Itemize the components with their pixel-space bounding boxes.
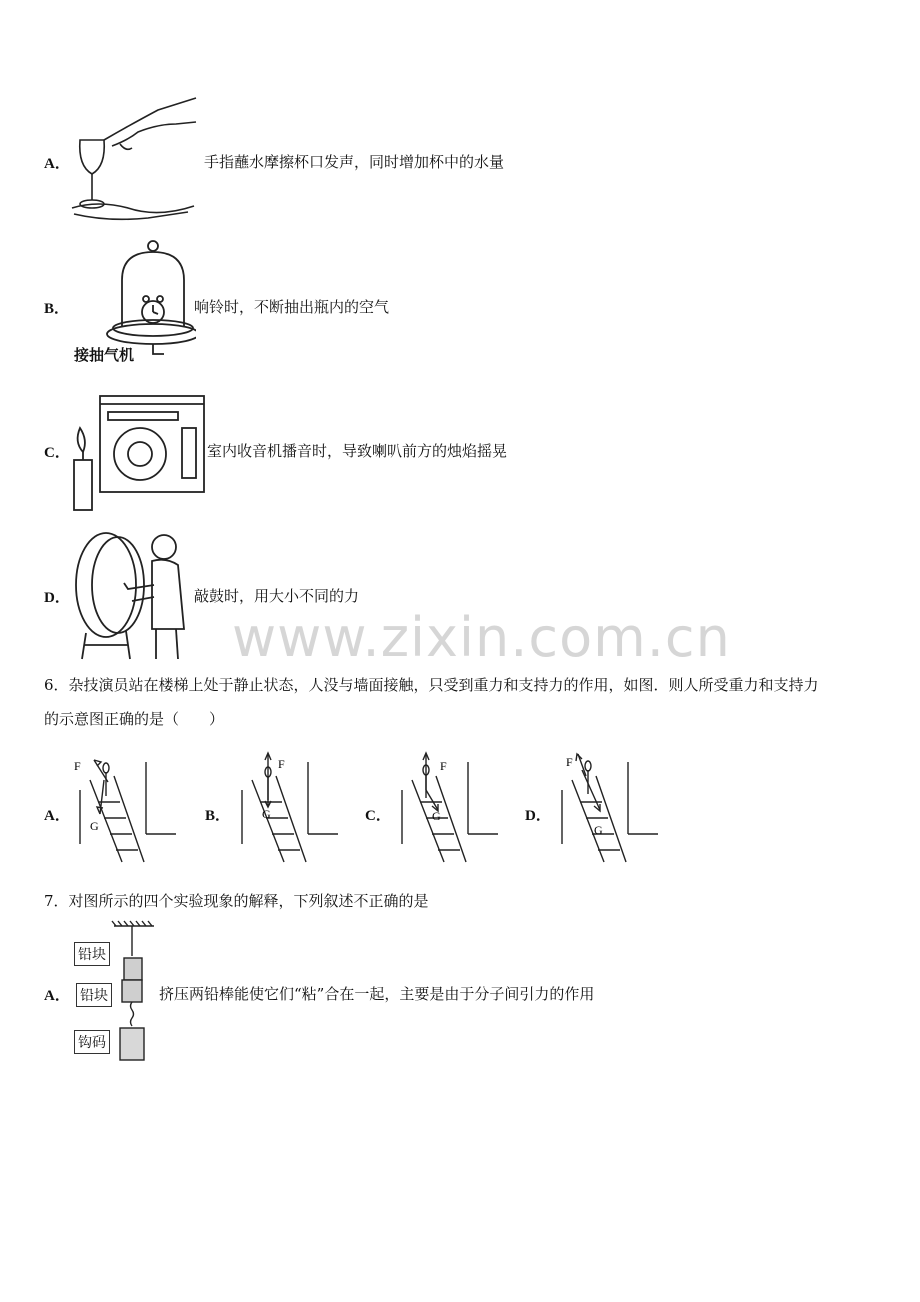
q6-option-d-letter: D． [525,808,551,824]
radio-candle-icon [64,382,206,514]
force-g-label: G [432,809,441,823]
hook-weight-label: 钩码 [74,1030,110,1054]
option-a-text: 手指蘸水摩擦杯口发声，同时增加杯中的水量 [204,153,505,171]
q7-stem: 7．对图所示的四个实验现象的解释，下列叙述不正确的是 [44,892,429,910]
force-g-label: G [90,819,99,833]
option-b-text: 响铃时，不断抽出瓶内的空气 [194,298,390,316]
force-f-label: F [74,759,81,773]
drum-player-icon [66,525,194,661]
q6-option-a-letter: A． [44,808,70,824]
option-d-letter: D． [44,590,70,606]
q7-option-a-letter: A． [44,988,70,1004]
force-f-label: F [566,755,573,769]
option-b-letter: B． [44,301,70,317]
option-d-text: 敲鼓时，用大小不同的力 [194,587,360,605]
watermark: www.zixin.com.cn [232,606,731,669]
force-g-label: G [594,823,603,837]
ladder-diagram-c [392,750,502,870]
force-f-label: F [278,757,285,771]
q6-option-b-letter: B． [205,808,231,824]
figure-label-pump: 接抽气机 [74,346,135,364]
force-f-label: F [440,759,447,773]
option-c-letter: C． [44,445,70,461]
force-g-label: G [262,807,271,821]
ladder-diagram-a [70,750,180,870]
ladder-diagram-d [552,750,662,870]
ladder-diagram-b [232,750,342,870]
q6-stem-line1: 6．杂技演员站在楼梯上处于静止状态，人没与墙面接触，只受到重力和支持力的作用，如图．则人所受重力和支持力 [44,676,819,694]
option-a-letter: A． [44,156,70,172]
wine-glass-rubbing-icon [68,96,202,224]
q7-option-a-text: 挤压两铅棒能使它们“粘”合在一起，主要是由于分子间引力的作用 [159,985,595,1003]
lead-block-label-1: 铅块 [74,942,110,966]
lead-block-label-2: 铅块 [76,983,112,1007]
option-c-text: 室内收音机播音时，导致喇叭前方的烛焰摇晃 [207,442,508,460]
q6-stem-line2: 的示意图正确的是（ ） [44,710,225,728]
q6-option-c-letter: C． [365,808,391,824]
